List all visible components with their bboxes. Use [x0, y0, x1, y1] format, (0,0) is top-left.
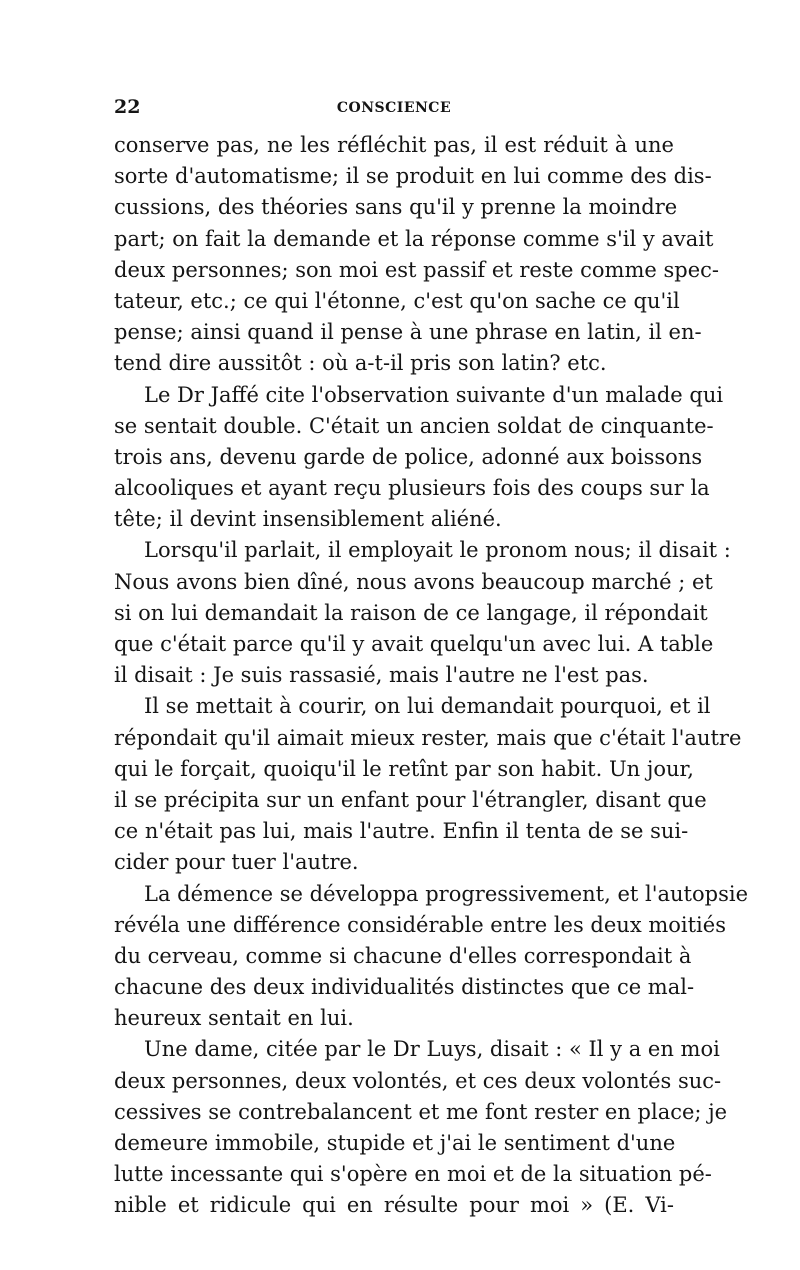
text-line: cessives se contrebalancent et me font rester en place; je	[114, 1099, 728, 1124]
text-line: lutte incessante qui s'opère en moi et de la situation pé-	[114, 1162, 712, 1187]
text-line: sorte d'automatisme; il se produit en lui comme des dis-	[114, 164, 712, 189]
text-line: il disait : Je suis rassasié, mais l'autre ne l'est pas.	[114, 663, 649, 688]
text-line: nible et ridicule qui en résulte pour moi » (E. Vi-	[114, 1193, 674, 1218]
text-line: part; on fait la demande et la réponse comme s'il y avait	[114, 226, 714, 251]
text-line: du cerveau, comme si chacune d'elles correspondait à	[114, 943, 692, 968]
text-line: demeure immobile, stupide et j'ai le sentiment d'une	[114, 1131, 676, 1155]
text-line: cussions, des théories sans qu'il y prenne la moindre	[114, 195, 678, 220]
text-line: Une dame, citée par le Dr Luys, disait : « Il y a en moi	[144, 1037, 720, 1062]
text-line: La démence se développa progressivement, et l'autopsie	[144, 881, 748, 906]
text-line: Lorsqu'il parlait, il employait le pronom nous; il disait :	[144, 538, 731, 563]
page-header	[114, 96, 674, 126]
text-line: conserve pas, ne les réfléchit pas, il est réduit à une	[114, 133, 674, 157]
text-line: ce n'était pas lui, mais l'autre. Enfin il tenta de se sui-	[114, 819, 689, 844]
body-text	[114, 130, 748, 1222]
text-line: révéla une différence considérable entre les deux moitiés	[114, 912, 726, 937]
text-line: tête; il devint insensiblement aliéné.	[114, 507, 502, 532]
text-line: heureux sentait en lui.	[114, 1006, 354, 1031]
text-line: chacune des deux individualités distinctes que ce mal-	[114, 975, 695, 1000]
page-number: 22	[114, 96, 141, 118]
text-line: répondait qu'il aimait mieux rester, mais que c'était l'autre	[114, 725, 742, 750]
text-line: qui le forçait, quoiqu'il le retînt par son habit. Un jour,	[114, 756, 694, 781]
text-line: deux personnes, deux volontés, et ces deux volontés suc-	[114, 1068, 722, 1093]
text-line: Le Dr Jaffé cite l'observation suivante d'un malade qui	[144, 382, 724, 407]
text-line: deux personnes; son moi est passif et reste comme spec-	[114, 257, 719, 282]
text-line: alcooliques et ayant reçu plusieurs fois des coups sur la	[114, 476, 710, 501]
text-line: il se précipita sur un enfant pour l'étrangler, disant que	[114, 787, 707, 812]
text-line: tend dire aussitôt : où a-t-il pris son latin? etc.	[114, 351, 607, 376]
text-line: que c'était parce qu'il y avait quelqu'un avec lui. A table	[114, 632, 714, 656]
text-line: Nous avons bien dîné, nous avons beaucoup marché ; et	[114, 569, 713, 594]
text-line: se sentait double. C'était un ancien soldat de cinquante-	[114, 413, 714, 438]
running-title: CONSCIENCE	[336, 100, 452, 116]
text-line: Il se mettait à courir, on lui demandait pourquoi, et il	[144, 694, 711, 719]
text-line: si on lui demandait la raison de ce langage, il répondait	[114, 600, 708, 625]
text-line: trois ans, devenu garde de police, adonné aux boissons	[114, 444, 703, 469]
text-line: cider pour tuer l'autre.	[114, 850, 359, 875]
text-line: tateur, etc.; ce qui l'étonne, c'est qu'on sache ce qu'il	[114, 288, 680, 313]
text-line: pense; ainsi quand il pense à une phrase en latin, il en-	[114, 320, 702, 345]
